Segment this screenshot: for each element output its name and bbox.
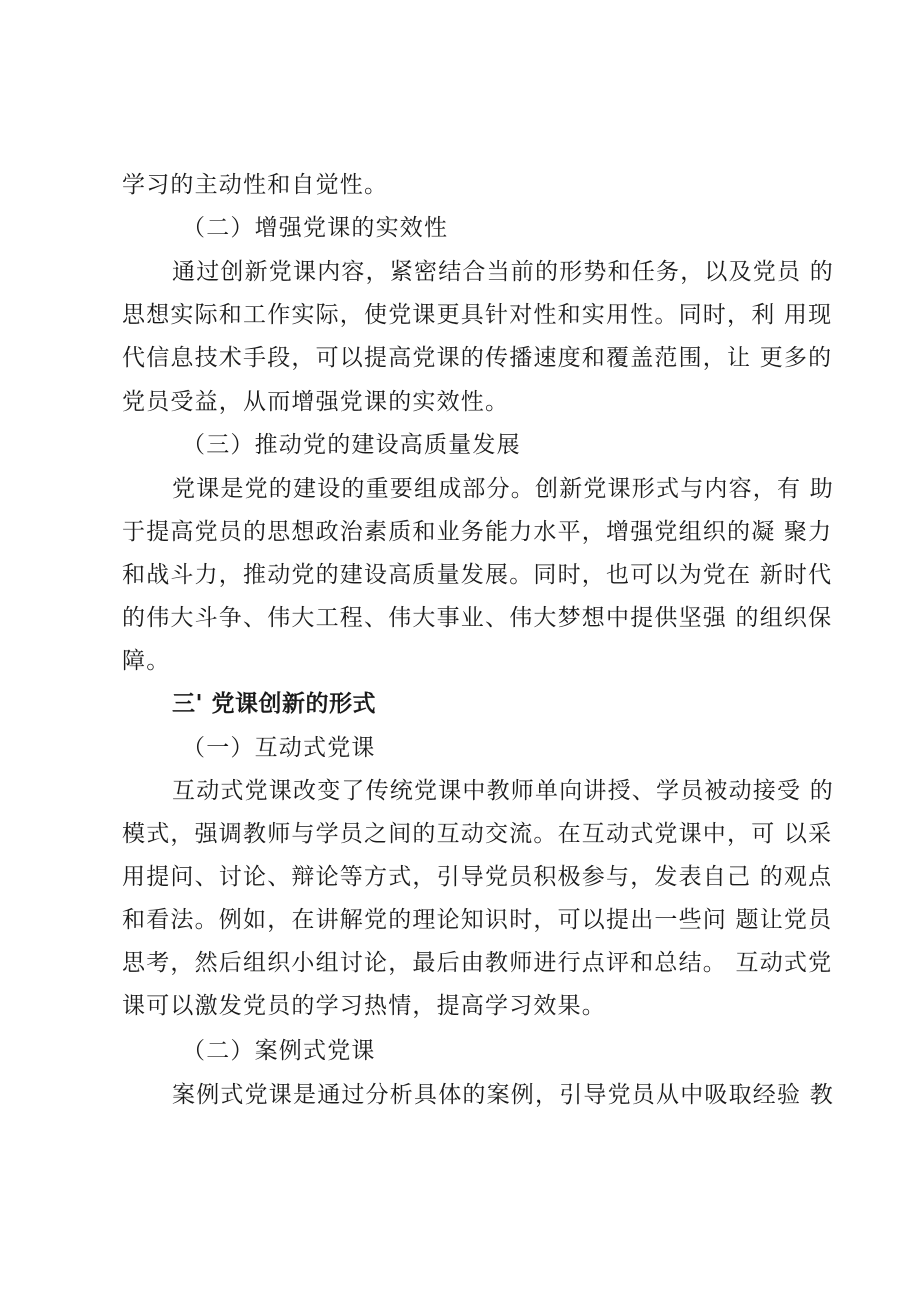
text-line: 思考，然后组织小组讨论，最后由教师进行点评和总结。 互动式党 — [122, 950, 833, 976]
text-line: 和战斗力，推动党的建设高质量发展。同时，也可以为党在 新时代 — [122, 562, 833, 588]
text-line: 学习的主动性和自觉性。 — [122, 172, 389, 198]
text-line: 党课是党的建设的重要组成部分。创新党课形式与内容，有 助 — [172, 476, 834, 502]
text-line: 和看法。例如，在讲解党的理论知识时，可以提出一些问 题让党员 — [122, 907, 833, 933]
text-line: 课可以激发党员的学习热情，提高学习效果。 — [122, 993, 606, 1019]
section-heading: 三' 党课创新的形式 — [172, 691, 377, 717]
text-line: 思想实际和工作实际，使党课更具针对性和实用性。同时，利 用现 — [122, 302, 833, 328]
text-line: 用提问、讨论、辩论等方式，引导党员积极参与，发表自己 的观点 — [122, 864, 833, 890]
text-line: 模式，强调教师与学员之间的互动交流。在互动式党课中，可 以采 — [122, 821, 833, 847]
text-line: 障。 — [122, 648, 171, 674]
text-line: 互动式党课改变了传统党课中教师单向讲授、学员被动接受 的 — [172, 778, 834, 804]
text-line: 党员受益，从而增强党课的实效性。 — [122, 389, 510, 415]
subheading: （二）增强党课的实效性 — [182, 215, 449, 241]
subheading: （三）推动党的建设高质量发展 — [182, 432, 521, 458]
subheading: （一）互动式党课 — [182, 735, 376, 761]
text-line: 于提高党员的思想政治素质和业务能力水平，增强党组织的凝 聚力 — [122, 519, 833, 545]
text-line: 代信息技术手段，可以提高党课的传播速度和覆盖范围，让 更多的 — [122, 345, 833, 371]
subheading: （二）案例式党课 — [182, 1038, 376, 1064]
text-line: 案例式党课是通过分析具体的案例，引导党员从中吸取经验 教 — [172, 1082, 834, 1108]
text-line: 的伟大斗争、伟大工程、伟大事业、伟大梦想中提供坚强 的组织保 — [122, 605, 833, 631]
text-line: 通过创新党课内容，紧密结合当前的形势和任务，以及党员 的 — [172, 259, 834, 285]
